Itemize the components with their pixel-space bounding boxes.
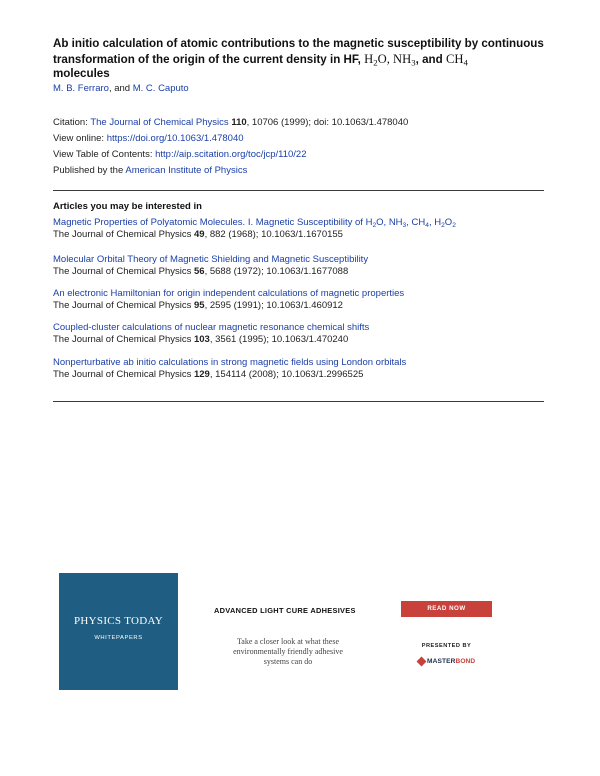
ad-brand-subtitle: WHITEPAPERS <box>94 635 143 641</box>
view-toc-label: View Table of Contents: <box>53 149 156 160</box>
doi-link[interactable]: https://doi.org/10.1063/1.478040 <box>106 133 244 144</box>
author-link-caputo[interactable]: M. C. Caputo <box>132 83 189 94</box>
related-article-citation: The Journal of Chemical Physics 129, 154114 (2008); 10.1063/1.2996525 <box>53 369 364 380</box>
related-article-title[interactable]: An electronic Hamiltonian for origin independent calculations of magnetic properties <box>53 288 405 299</box>
ad-body-text: Take a closer look at what these environmentally friendly adhesive systems can do <box>233 637 343 666</box>
title-ch4: $CH_4$ <box>445 51 468 68</box>
paper-title <box>53 37 553 82</box>
author-separator: , and <box>108 83 133 94</box>
citation-volume: 110 <box>231 117 247 128</box>
masterbond-logo-icon <box>417 656 427 666</box>
title-text-part2: molecules <box>53 67 110 81</box>
title-text-part1: Ab initio calculation of atomic contributions to the magnetic susceptibility by continuous transformation of the origin of the current density in HF, <box>53 37 544 66</box>
author-link-ferraro[interactable]: M. B. Ferraro <box>53 83 109 94</box>
related-article-3 <box>53 288 404 312</box>
related-articles-heading: Articles you may be interested in <box>53 201 202 212</box>
published-by-line <box>53 165 247 177</box>
related-article-5 <box>53 357 406 381</box>
ad-brand-title: PHYSICS TODAY <box>74 615 163 627</box>
related-article-title[interactable]: Nonperturbative ab initio calculations in strong magnetic fields using London orbitals <box>53 357 407 368</box>
citation-label: Citation: <box>53 117 91 128</box>
citation-details: , 10706 (1999); doi: 10.1063/1.478040 <box>246 117 409 128</box>
presented-by-label: PRESENTED BY <box>421 643 472 649</box>
view-toc-line <box>53 149 307 161</box>
related-article-title[interactable]: Coupled-cluster calculations of nuclear magnetic resonance chemical shifts <box>53 322 370 333</box>
title-and: , and <box>415 52 446 66</box>
title-h2o: $H_2O$, <box>364 51 394 68</box>
masterbond-wordmark: MASTERBOND <box>427 657 476 665</box>
published-by-label: Published by the <box>53 165 126 176</box>
publisher-link[interactable]: American Institute of Physics <box>125 165 248 176</box>
toc-link[interactable]: http://aip.scitation.org/toc/jcp/110/22 <box>155 149 307 160</box>
related-article-2 <box>53 254 368 278</box>
ad-headline: ADVANCED LIGHT CURE ADHESIVES <box>214 606 356 615</box>
related-article-citation: The Journal of Chemical Physics 95, 2595 (1991); 10.1063/1.460912 <box>53 300 343 311</box>
related-article-1 <box>53 217 456 241</box>
view-online-label: View online: <box>53 133 107 144</box>
related-article-citation: The Journal of Chemical Physics 103, 3561 (1995); 10.1063/1.470240 <box>53 334 349 345</box>
author-list <box>53 83 189 94</box>
related-article-4 <box>53 322 369 346</box>
masterbond-logo[interactable] <box>418 655 475 667</box>
divider-top <box>53 190 544 191</box>
physics-today-ad-box[interactable] <box>59 573 178 690</box>
title-nh3: $NH_3$ <box>393 51 416 68</box>
related-article-title[interactable]: Magnetic Properties of Polyatomic Molecules. I. Magnetic Susceptibility of $H_2O$, $NH_3$, $CH_4$, $H_2O_2$ <box>53 217 456 229</box>
related-article-citation: The Journal of Chemical Physics 56, 5688 (1972); 10.1063/1.1677088 <box>53 266 349 277</box>
divider-bottom <box>53 401 544 402</box>
citation-line <box>53 117 408 129</box>
read-now-button[interactable]: READ NOW <box>401 601 492 617</box>
view-online-line <box>53 133 244 145</box>
related-article-title[interactable]: Molecular Orbital Theory of Magnetic Shielding and Magnetic Susceptibility <box>53 254 369 265</box>
related-article-citation: The Journal of Chemical Physics 49, 882 (1968); 10.1063/1.1670155 <box>53 229 343 240</box>
citation-journal-link[interactable]: The Journal of Chemical Physics <box>90 117 229 128</box>
